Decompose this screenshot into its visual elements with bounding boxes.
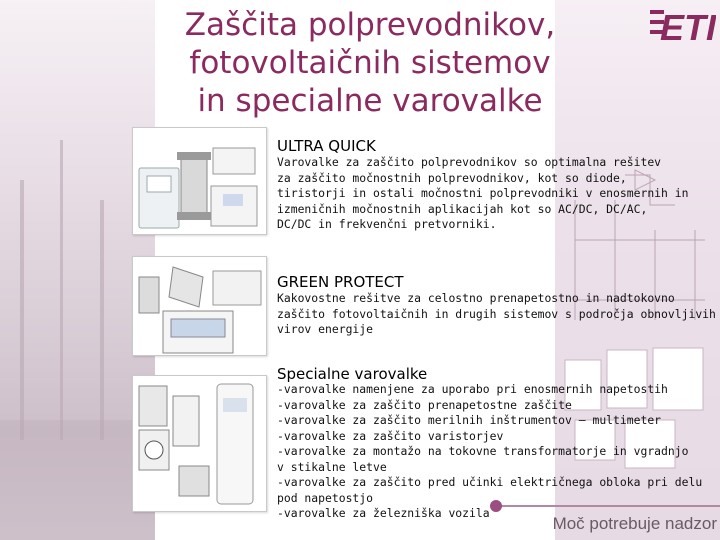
footer-divider <box>500 505 720 507</box>
special-fuses-product-image <box>132 375 267 512</box>
title-line-2: fotovoltaičnih sistemov <box>189 45 551 81</box>
section-title-special-fuses: Specialne varovalke <box>277 365 428 383</box>
section-text-special-fuses: -varovalke namenjene za uporabo pri enosmernih napetostih -varovalke za zaščito prenapetostne zaščite -varovalke za zaščito merilnih inštrumentov – multimeter -varovalke za zaščito varistorjev -varovalke za montažo na tokovne transformatorje in vgradnjo v stikalne letve -varovalke za zaščito pred učinki električnega obloka pri delu pod napetostjo -varovalke za železniška vozila <box>277 382 703 520</box>
footer-slogan: Moč potrebuje nadzor <box>552 514 717 533</box>
svg-text:ETI: ETI <box>660 7 716 48</box>
section-text-ultra-quick: Varovalke za zaščito polprevodnikov so optimalna rešitev za zaščito močnostnih polprevodnikov, kot so diode, tiristorji in ostali močnostni polprevodniki v enosmernih in izmeničnih močnostnih aplikacijah kot so AC/DC, DC/AC, DC/DC in frekvenčni pretvorniki. <box>277 155 689 231</box>
eti-logo <box>650 4 716 48</box>
ultra-quick-product-image <box>132 127 267 235</box>
section-title-ultra-quick: ULTRA QUICK <box>277 137 376 155</box>
green-protect-product-image <box>132 256 267 356</box>
section-text-green-protect: Kakovostne rešitve za celostno prenapetostno in nadtokovno zaščito fotovoltaičnih in drugih sistemov s področja obnovljivih virov energije <box>277 291 716 336</box>
footer-bullet-icon <box>490 500 502 512</box>
section-title-green-protect: GREEN PROTECT <box>277 273 404 291</box>
page-title <box>130 6 610 120</box>
title-line-1: Zaščita polprevodnikov, <box>184 7 556 43</box>
title-line-3: in specialne varovalke <box>197 83 543 119</box>
